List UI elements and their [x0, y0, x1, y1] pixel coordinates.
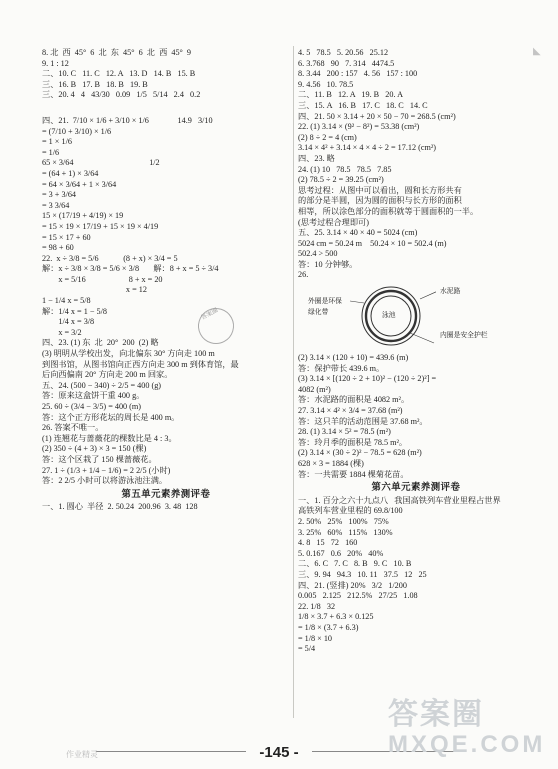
- answer-line: (2) 3.14 × (120 + 10) = 439.6 (m): [298, 353, 409, 363]
- answer-line: 22. (1) 3.14 × (9² − 8²) = 53.38 (cm²): [298, 122, 420, 132]
- answer-line: 15 × (17/19 + 4/19) × 19: [42, 211, 124, 221]
- left-answer-column: [42, 48, 290, 513]
- footer-brand: 作业精灵: [66, 750, 98, 759]
- answer-line: 的部分是半圆，因为圆的面积与长方形的面积: [298, 196, 462, 206]
- answer-line: 四、21. (竖排) 20% 3/2 1/200: [298, 580, 407, 590]
- answer-line: = 98 + 60: [42, 243, 74, 253]
- answer-line: = 15 × 19 × 17/19 + 15 × 19 × 4/19: [42, 221, 159, 231]
- answer-line: 答：水泥路的面积是 4082 m²。: [298, 395, 410, 405]
- answer-line: 1/4 x = 3/8: [42, 317, 95, 327]
- answer-line: (2) 78.5 ÷ 2 = 39.25 (cm²): [298, 175, 384, 185]
- answer-line: 相等，所以涂色部分的面积就等于圆面积的一半。: [298, 206, 479, 216]
- answer-line: 答：10 分钟够。: [298, 259, 358, 269]
- road-label: 水泥路: [440, 288, 461, 296]
- answer-line: 解：1/4 x = 1 − 5/8: [42, 306, 107, 316]
- ring-figure: [308, 283, 534, 349]
- left-lines: [42, 48, 290, 487]
- answer-line: = 1 × 1/6: [42, 137, 72, 147]
- answer-line: 27. 1 ÷ (1/3 + 1/4 − 1/6) = 2 2/5 (小时): [42, 465, 171, 475]
- answer-line: 五、24. (500 − 340) ÷ 2/5 = 400 (g): [42, 380, 162, 390]
- page-number: -145 -: [259, 744, 299, 761]
- answer-line: 4082 (m²): [298, 384, 331, 394]
- answer-line: = 1/8 × 10: [298, 633, 333, 643]
- answer-line: 答：这个正方形花坛的周长是 400 m。: [42, 412, 180, 422]
- answer-line: 9. 1 : 12: [42, 58, 69, 68]
- answer-line: 502.4 > 500: [298, 249, 338, 259]
- answer-line: (1) 连翘花与蔷薇花的棵数比是 4 : 3。: [42, 433, 177, 443]
- answer-line: 65 × 3/64 1/2: [42, 158, 160, 168]
- answer-line: 6. 3.768 90 7. 314 4474.5: [298, 58, 395, 68]
- answer-line: = 1/8 × (3.7 + 6.3): [298, 622, 359, 632]
- answer-line: 1 − 1/4 x = 5/8: [42, 296, 91, 306]
- answer-line: x = 12: [42, 285, 147, 295]
- right-answer-column: [298, 48, 534, 655]
- stamp-seal: 答案圈: [192, 302, 241, 351]
- answer-line: 5. 0.167 0.6 20% 40%: [298, 548, 384, 558]
- answer-line: 0.005 2.125 212.5% 27/25 1.08: [298, 591, 418, 601]
- column-divider: [293, 46, 294, 718]
- answer-line: 答：玲月季的面积是 78.5 m²。: [298, 437, 408, 447]
- answer-line: 答：这个区栽了 150 棵蔷薇花。: [42, 454, 157, 464]
- inner-label: 内圈是安全护栏: [440, 332, 488, 340]
- answer-line: (思考过程合理即可): [298, 217, 369, 227]
- answer-line: 后向西偏南 20° 方向走 200 m 回家。: [42, 370, 173, 380]
- answer-line: 1/8 × 3.7 + 6.3 × 0.125: [298, 612, 374, 622]
- answer-line: 三、16. B 17. B 18. B 19. B: [42, 79, 148, 89]
- answer-line: = 15 × 17 + 60: [42, 232, 91, 242]
- answer-line: 四、21. 50 × 3.14 + 20 × 50 − 70 = 268.5 (cm²): [298, 111, 456, 121]
- answer-line: = 64 × 3/64 + 1 × 3/64: [42, 179, 117, 189]
- watermark: 答案圈 MXQE.COM: [388, 698, 546, 758]
- answer-line: = 3 + 3/64: [42, 190, 77, 200]
- answer-line: 4. 8 15 72 160: [298, 538, 358, 548]
- corner-mark: ◣: [533, 46, 541, 57]
- answer-line: = 1/6: [42, 147, 60, 157]
- answer-line: 三、15. A 16. B 17. C 18. C 14. C: [298, 100, 428, 110]
- answer-line: x = 5/16 8 + x = 20: [42, 274, 163, 284]
- answer-line: (2) 350 ÷ (4 + 3) × 3 = 150 (棵): [42, 444, 147, 454]
- answer-line: 一、1. 圆心 半径 2. 50.24 200.96 3. 48 128: [42, 502, 198, 512]
- answer-line: 三、9. 94 94.3 10. 11 37.5 12 25: [298, 569, 427, 579]
- right-lines-a: [298, 48, 534, 270]
- answer-line: 一、1. 百分之六十九点八 我国高铁列车营业里程占世界: [298, 495, 501, 505]
- answer-line: 答：一共需要 1884 棵菊花苗。: [298, 469, 409, 479]
- answer-line: 24. (1) 10 78.5 78.5 7.85: [298, 164, 392, 174]
- answer-line: 四、23. (1) 东 北 20° 200 (2) 略: [42, 338, 159, 348]
- answer-line: 4. 5 78.5 5. 20.56 25.12: [298, 48, 389, 57]
- answer-line: 二、6. C 7. C 8. B 9. C 10. B: [298, 559, 412, 569]
- answer-line: [42, 101, 290, 116]
- answer-line: (2) 8 ÷ 2 = 4 (cm): [298, 132, 357, 142]
- answer-line: 五、25. 3.14 × 40 × 40 = 5024 (cm): [298, 228, 418, 238]
- answer-line: 答：原来这盒饼干重 400 g。: [42, 391, 145, 401]
- answer-line: 27. 3.14 × 4² × 3/4 = 37.68 (m²): [298, 406, 403, 416]
- pool-label: 泳池: [382, 312, 396, 320]
- answer-line: 25. 60 ÷ (3/4 − 3/5) = 400 (m): [42, 402, 142, 411]
- answer-line: = (7/10 + 3/10) × 1/6: [42, 126, 112, 136]
- right-lines-b: [298, 353, 534, 480]
- right-lines-c: [298, 496, 534, 655]
- section-title-unit5: 第五单元素养测评卷: [121, 487, 211, 499]
- answer-line: x = 3/2: [42, 327, 82, 337]
- outer-label: 外圈是环保绿化带: [308, 298, 342, 316]
- answer-line: 解：x ÷ 3/8 × 3/8 = 5/6 × 3/8 解：8 + x = 5 ÷ 3/4: [42, 264, 219, 274]
- answer-line: 二、11. B 12. A 19. B 20. A: [298, 90, 404, 100]
- answer-line: = 5/4: [298, 644, 316, 654]
- answer-line: 3.14 × 4² + 3.14 × 4 × 4 ÷ 2 = 17.12 (cm²): [298, 143, 437, 153]
- answer-line: 二、10. C 11. C 12. A 13. D 14. B 15. B: [42, 69, 196, 79]
- answer-line: (3) 明明从学校出发，向北偏东 30° 方向走 100 m: [42, 349, 215, 359]
- answer-line: 三、20. 4 4 43/30 0.09 1/5 5/14 2.4 0.2: [42, 90, 201, 100]
- answer-line: 5024 cm = 50.24 m 50.24 × 10 = 502.4 (m): [298, 238, 447, 248]
- answer-line: 答：2 2/5 小时可以将游泳池注满。: [42, 476, 168, 486]
- answer-line: 答：这只羊的活动范围是 37.68 m²。: [298, 416, 428, 426]
- answer-line: 高铁列车营业里程的 69.8/100: [298, 506, 403, 516]
- answer-line: 到图书馆，从图书馆向正西方向走 300 m 到体育馆，最: [42, 359, 239, 369]
- answer-line: (3) 3.14 × [(120 ÷ 2 + 10)² − (120 ÷ 2)²] =: [298, 374, 437, 384]
- section-title-unit6: 第六单元素养测评卷: [371, 481, 461, 493]
- answer-line: 9. 4.56 10. 78.5: [298, 79, 354, 89]
- answer-line: 22. 1/8 32: [298, 601, 336, 611]
- answer-line: 2. 50% 25% 100% 75%: [298, 516, 389, 526]
- answer-line: 628 × 3 = 1884 (棵): [298, 459, 364, 468]
- answer-line: 四、21. 7/10 × 1/6 + 3/10 × 1/6 14.9 3/10: [42, 115, 213, 125]
- answer-line: 四、23. 略: [298, 153, 335, 163]
- answer-line: 思考过程：从图中可以看出，圆和长方形共有: [298, 185, 462, 195]
- answer-line: 28. (1) 3.14 × 5² = 78.5 (m²): [298, 427, 391, 437]
- answer-line: 3. 25% 60% 115% 130%: [298, 527, 393, 537]
- answer-line: 26. 答案不唯一。: [42, 423, 104, 433]
- answer-line: (2) 3.14 × (30 ÷ 2)² − 78.5 = 628 (m²): [298, 448, 422, 458]
- answer-line: 答：保护带长 439.6 m。: [298, 363, 385, 373]
- answer-line: = 3 3/64: [42, 200, 70, 210]
- answer-line: 26.: [298, 270, 309, 280]
- answer-line: 22. x ÷ 3/8 = 5/6 (8 + x) × 3/4 = 5: [42, 253, 178, 263]
- answer-line: 8. 3.44 200 : 157 4. 56 157 : 100: [298, 69, 418, 79]
- answer-line: 8. 北 西 45° 6 北 东 45° 6 北 西 45° 9: [42, 48, 192, 57]
- answer-line: = (64 + 1) × 3/64: [42, 168, 99, 178]
